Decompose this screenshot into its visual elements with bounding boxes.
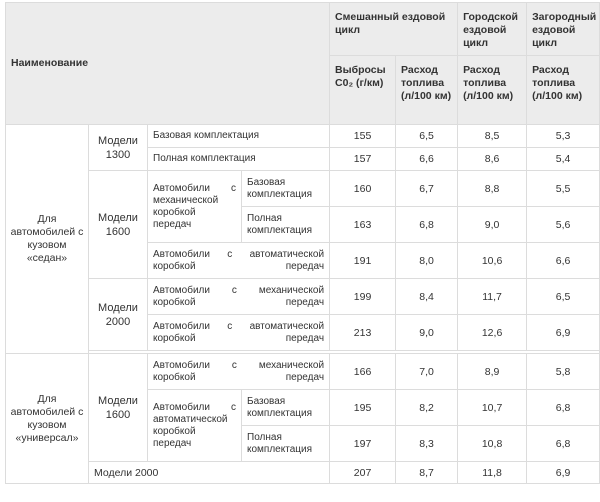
trim-label: Базовая комплектация — [242, 171, 330, 207]
table-row — [6, 462, 600, 484]
highway-cycle-header: Загородный ездовой цикл — [527, 3, 600, 56]
co2-value: 155 — [330, 125, 396, 148]
table-row — [6, 354, 600, 390]
model-2000-wagon: Модели 2000 — [89, 462, 330, 484]
fuel-city-header: Расход топлива (л/100 км) — [458, 56, 527, 125]
gearbox-label: Автомобили с автоматической коробкой передач — [148, 243, 330, 279]
fuel-mixed-header: Расход топлива (л/100 км) — [396, 56, 458, 125]
fuel-mixed-value: 6,6 — [396, 148, 458, 171]
co2-value: 160 — [330, 171, 396, 207]
trim-label: Базовая комплектация — [242, 390, 330, 426]
table-row — [6, 171, 600, 207]
fuel-mixed-value: 8,2 — [396, 390, 458, 426]
fuel-highway-value: 6,6 — [527, 243, 600, 279]
fuel-highway-value: 5,4 — [527, 148, 600, 171]
gearbox-label: Автомобили с автоматической коробкой передач — [148, 390, 242, 462]
table-row — [6, 279, 600, 315]
fuel-city-value: 9,0 — [458, 207, 527, 243]
gearbox-label: Автомобили с механической коробкой передач — [148, 354, 330, 390]
fuel-city-value: 8,9 — [458, 354, 527, 390]
fuel-mixed-value: 8,7 — [396, 462, 458, 484]
fuel-mixed-value: 8,3 — [396, 426, 458, 462]
trim-label: Полная комплектация — [148, 148, 330, 171]
co2-value: 166 — [330, 354, 396, 390]
fuel-highway-value: 6,9 — [527, 462, 600, 484]
fuel-highway-header: Расход топлива (л/100 км) — [527, 56, 600, 125]
mixed-cycle-header: Смешанный ездовой цикл — [330, 3, 458, 56]
fuel-mixed-value: 6,8 — [396, 207, 458, 243]
co2-value: 199 — [330, 279, 396, 315]
fuel-city-value: 12,6 — [458, 315, 527, 351]
fuel-city-value: 8,6 — [458, 148, 527, 171]
co2-value: 157 — [330, 148, 396, 171]
gearbox-label: Автомобили с автоматической коробкой передач — [148, 315, 330, 351]
name-header: Наименование — [6, 3, 330, 125]
fuel-city-value: 8,5 — [458, 125, 527, 148]
fuel-highway-value: 5,8 — [527, 354, 600, 390]
fuel-highway-value: 5,6 — [527, 207, 600, 243]
fuel-city-value: 10,8 — [458, 426, 527, 462]
fuel-mixed-value: 6,5 — [396, 125, 458, 148]
co2-value: 207 — [330, 462, 396, 484]
fuel-city-value: 11,8 — [458, 462, 527, 484]
fuel-mixed-value: 7,0 — [396, 354, 458, 390]
fuel-mixed-value: 6,7 — [396, 171, 458, 207]
fuel-highway-value: 5,5 — [527, 171, 600, 207]
gearbox-label: Автомобили с механической коробкой передач — [148, 171, 242, 243]
fuel-city-value: 8,8 — [458, 171, 527, 207]
fuel-city-value: 11,7 — [458, 279, 527, 315]
trim-label: Базовая комплектация — [148, 125, 330, 148]
table-row — [6, 125, 600, 148]
fuel-highway-value: 6,9 — [527, 315, 600, 351]
fuel-mixed-value: 8,0 — [396, 243, 458, 279]
co2-value: 213 — [330, 315, 396, 351]
fuel-city-value: 10,6 — [458, 243, 527, 279]
fuel-highway-value: 5,3 — [527, 125, 600, 148]
fuel-mixed-value: 9,0 — [396, 315, 458, 351]
fuel-highway-value: 6,5 — [527, 279, 600, 315]
fuel-mixed-value: 8,4 — [396, 279, 458, 315]
model-1300: Модели 1300 — [89, 125, 148, 171]
co2-value: 191 — [330, 243, 396, 279]
co2-header: Выбросы С0₂ (г/км) — [330, 56, 396, 125]
model-1600-wagon: Модели 1600 — [89, 354, 148, 462]
trim-label: Полная комплектация — [242, 207, 330, 243]
group-sedan: Для автомобилей с кузовом «седан» — [6, 125, 89, 354]
fuel-highway-value: 6,8 — [527, 426, 600, 462]
fuel-consumption-table — [5, 2, 600, 484]
fuel-highway-value: 6,8 — [527, 390, 600, 426]
model-2000: Модели 2000 — [89, 279, 148, 351]
co2-value: 197 — [330, 426, 396, 462]
co2-value: 195 — [330, 390, 396, 426]
co2-value: 163 — [330, 207, 396, 243]
group-wagon: Для автомобилей с кузовом «универсал» — [6, 354, 89, 484]
city-cycle-header: Городской ездовой цикл — [458, 3, 527, 56]
gearbox-label: Автомобили с механической коробкой передач — [148, 279, 330, 315]
fuel-city-value: 10,7 — [458, 390, 527, 426]
model-1600: Модели 1600 — [89, 171, 148, 279]
trim-label: Полная комплектация — [242, 426, 330, 462]
